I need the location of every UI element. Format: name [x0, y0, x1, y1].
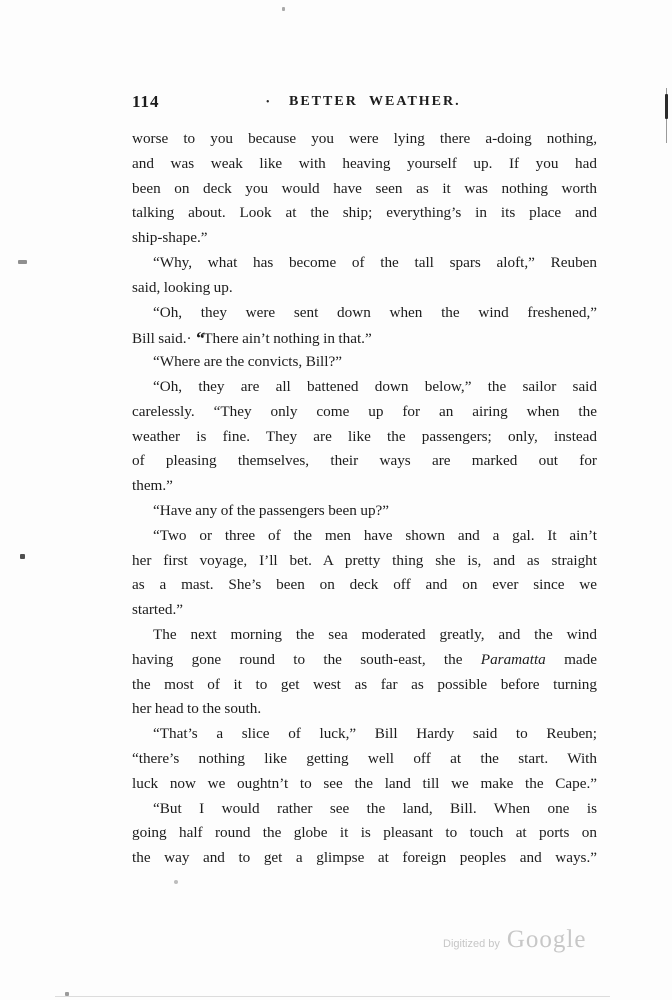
scan-artifact-below-text-dot	[174, 880, 178, 884]
scan-artifact-margin-dot	[20, 554, 25, 559]
text-run: weather is fine. They are like the passengers; only, instead	[132, 427, 597, 445]
text-run: “Oh, they were sent down when the wind freshened,”	[153, 303, 597, 321]
text-line	[132, 400, 597, 425]
text-run: her head to the south.	[132, 700, 262, 718]
text-run: the most of it to get west as far as possible before turning	[132, 675, 597, 693]
scan-artifact-bottom-line	[55, 996, 610, 997]
text-line	[132, 152, 597, 177]
digitized-by-label: Digitized by	[443, 938, 500, 950]
scan-artifact-margin-dash	[18, 260, 27, 264]
text-line	[132, 772, 597, 797]
text-run: going half round the globe it is pleasant to touch at ports on	[132, 824, 597, 842]
text-run: Bill said.·	[132, 330, 196, 348]
text-run: “That’s a slice of luck,” Bill Hardy said to Reuben;	[153, 725, 597, 743]
text-line	[132, 301, 597, 326]
text-run: The next morning the sea moderated greatly, and the wind	[153, 625, 597, 643]
text-line	[132, 449, 597, 474]
google-logo: Google	[506, 926, 587, 953]
text-line	[132, 747, 597, 772]
text-run: “Two or three of the men have shown and a gal. It ain’t	[153, 526, 597, 544]
text-line	[132, 177, 597, 202]
text-line	[132, 524, 597, 549]
text-run: “Oh, they are all battened down below,” the sailor said	[153, 377, 597, 395]
text-run: and was weak like with heaving yourself up. If you had	[132, 154, 597, 172]
text-line	[132, 276, 597, 301]
text-line	[132, 425, 597, 450]
watermark	[443, 926, 586, 954]
smudged-quote-mark: “	[193, 327, 205, 349]
text-run: said, looking up.	[132, 278, 233, 296]
text-run: having gone round to the south-east, the	[132, 650, 481, 668]
running-title: BETTER WEATHER.	[289, 94, 461, 109]
text-run: made	[545, 650, 597, 668]
text-run: been on deck you would have seen as it was nothing worth	[132, 179, 597, 197]
text-run: them.”	[132, 477, 173, 495]
text-run: “Why, what has become of the tall spars aloft,” Reuben	[153, 253, 597, 271]
text-run: talking about. Look at the ship; everything’s in its place and	[132, 204, 597, 222]
text-run: carelessly. “They only come up for an airing when the	[132, 402, 597, 420]
text-line	[132, 648, 597, 673]
text-line	[132, 325, 597, 350]
text-run: “But I would rather see the land, Bill. When one is	[153, 799, 597, 817]
text-line	[132, 127, 597, 152]
text-line	[132, 846, 597, 871]
page-body-text	[132, 127, 597, 871]
text-run: ship-shape.”	[132, 229, 208, 247]
header-separator-dot: •	[266, 97, 270, 108]
text-run: her first voyage, I’ll bet. A pretty thing she is, and as straight	[132, 551, 597, 569]
page-number: 114	[132, 92, 160, 111]
text-line	[132, 722, 597, 747]
scan-artifact-right-edge-blot	[665, 94, 669, 119]
text-line	[132, 201, 597, 226]
text-line	[132, 375, 597, 400]
text-line	[132, 623, 597, 648]
text-line	[132, 797, 597, 822]
text-run: started.”	[132, 601, 184, 619]
text-run: luck now we oughtn’t to see the land till we make the Cape.”	[132, 774, 597, 792]
text-line	[132, 226, 597, 251]
text-line	[132, 549, 597, 574]
text-run: “Where are the convicts, Bill?”	[153, 353, 342, 371]
text-run: worse to you because you were lying there a-doing nothing,	[132, 130, 597, 147]
text-line	[132, 673, 597, 698]
text-run: the way and to get a glimpse at foreign peoples and ways.”	[132, 849, 597, 867]
text-line	[132, 697, 597, 722]
text-line	[132, 251, 597, 276]
text-run: as a mast. She’s been on deck off and on ever since we	[132, 576, 597, 594]
text-line	[132, 474, 597, 499]
scan-artifact-top-dot	[282, 7, 285, 11]
text-line	[132, 821, 597, 846]
italic-word: Paramatta	[480, 650, 546, 668]
text-run: of pleasing themselves, their ways are marked out for	[132, 452, 597, 470]
text-run: “Have any of the passengers been up?”	[153, 501, 390, 519]
text-line	[132, 573, 597, 598]
text-line	[132, 598, 597, 623]
text-run: “there’s nothing like getting well off at the start. With	[132, 749, 597, 767]
text-run: There ain’t nothing in that.”	[203, 330, 372, 348]
text-line	[132, 499, 597, 524]
text-line	[132, 350, 597, 375]
